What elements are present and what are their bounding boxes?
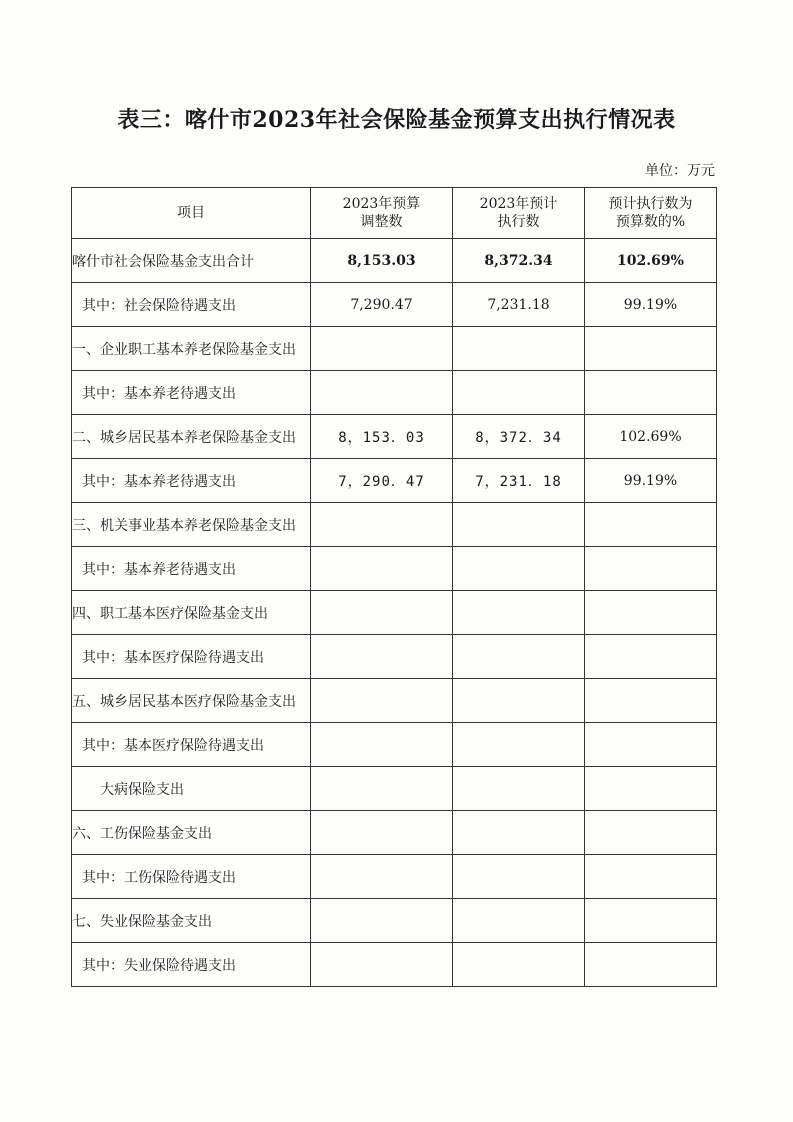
- row-estimate: [453, 635, 585, 679]
- row-budget: 8，153．03: [311, 415, 453, 459]
- row-estimate: 7,231.18: [453, 283, 585, 327]
- table-row: [72, 591, 717, 635]
- header-ratio: 预计执行数为 预算数的%: [585, 188, 717, 239]
- row-budget: [311, 327, 453, 371]
- row-budget: [311, 371, 453, 415]
- row-ratio: [585, 767, 717, 811]
- row-item: 其中：社会保险待遇支出: [72, 283, 311, 327]
- row-budget: 7,290.47: [311, 283, 453, 327]
- table-row: [72, 327, 717, 371]
- row-budget: [311, 591, 453, 635]
- row-ratio: [585, 371, 717, 415]
- row-ratio: [585, 899, 717, 943]
- row-item: 一、企业职工基本养老保险基金支出: [72, 327, 311, 371]
- row-estimate: [453, 503, 585, 547]
- row-budget: [311, 943, 453, 987]
- table-row: [72, 283, 717, 327]
- row-budget: 7，290．47: [311, 459, 453, 503]
- table-row: [72, 547, 717, 591]
- row-item: 四、职工基本医疗保险基金支出: [72, 591, 311, 635]
- row-estimate: [453, 811, 585, 855]
- row-ratio: [585, 811, 717, 855]
- row-estimate: 8，372．34: [453, 415, 585, 459]
- row-estimate: [453, 767, 585, 811]
- table-row-total: [72, 239, 717, 283]
- row-budget: [311, 855, 453, 899]
- row-ratio: 102.69%: [585, 415, 717, 459]
- row-item: 其中：失业保险待遇支出: [72, 943, 311, 987]
- row-budget: [311, 679, 453, 723]
- row-item: 七、失业保险基金支出: [72, 899, 311, 943]
- table-row: [72, 371, 717, 415]
- row-estimate: 7，231．18: [453, 459, 585, 503]
- header-estimate: 2023年预计 执行数: [453, 188, 585, 239]
- row-ratio: 102.69%: [585, 239, 717, 283]
- page-title: 表三：喀什市2023年社会保险基金预算支出执行情况表: [117, 107, 676, 133]
- row-ratio: [585, 503, 717, 547]
- row-ratio: [585, 635, 717, 679]
- row-item: 五、城乡居民基本医疗保险基金支出: [72, 679, 311, 723]
- table-row: [72, 635, 717, 679]
- row-budget: [311, 503, 453, 547]
- row-budget: [311, 811, 453, 855]
- table-row: [72, 767, 717, 811]
- table-row: [72, 415, 717, 459]
- header-item: 项目: [72, 188, 311, 239]
- row-estimate: [453, 723, 585, 767]
- row-ratio: [585, 679, 717, 723]
- row-item: 其中：基本养老待遇支出: [72, 459, 311, 503]
- row-item: 其中：基本养老待遇支出: [72, 547, 311, 591]
- row-item: 其中：基本医疗保险待遇支出: [72, 723, 311, 767]
- row-budget: [311, 723, 453, 767]
- row-ratio: [585, 547, 717, 591]
- unit-label: 单位：万元: [645, 163, 715, 179]
- table-row: [72, 679, 717, 723]
- row-ratio: [585, 591, 717, 635]
- row-estimate: [453, 547, 585, 591]
- row-estimate: [453, 855, 585, 899]
- row-budget: [311, 899, 453, 943]
- row-budget: 8,153.03: [311, 239, 453, 283]
- table-row: [72, 811, 717, 855]
- fund-expenditure-table: [71, 187, 717, 987]
- table-row: [72, 899, 717, 943]
- row-item: 三、机关事业基本养老保险基金支出: [72, 503, 311, 547]
- table-row: [72, 855, 717, 899]
- row-ratio: 99.19%: [585, 283, 717, 327]
- row-budget: [311, 635, 453, 679]
- row-item: 其中：基本医疗保险待遇支出: [72, 635, 311, 679]
- row-ratio: [585, 723, 717, 767]
- table-row: [72, 723, 717, 767]
- row-estimate: [453, 591, 585, 635]
- row-estimate: [453, 899, 585, 943]
- row-budget: [311, 767, 453, 811]
- row-ratio: 99.19%: [585, 459, 717, 503]
- table-row: [72, 943, 717, 987]
- row-item: 六、工伤保险基金支出: [72, 811, 311, 855]
- row-ratio: [585, 855, 717, 899]
- row-item: 大病保险支出: [72, 767, 311, 811]
- row-estimate: [453, 679, 585, 723]
- row-item: 其中：工伤保险待遇支出: [72, 855, 311, 899]
- header-budget: 2023年预算 调整数: [311, 188, 453, 239]
- row-ratio: [585, 943, 717, 987]
- row-ratio: [585, 327, 717, 371]
- row-budget: [311, 547, 453, 591]
- row-item: 喀什市社会保险基金支出合计: [72, 239, 311, 283]
- table-row: [72, 503, 717, 547]
- row-estimate: 8,372.34: [453, 239, 585, 283]
- row-estimate: [453, 371, 585, 415]
- row-estimate: [453, 943, 585, 987]
- table-header-row: [72, 188, 717, 239]
- table-row: [72, 459, 717, 503]
- row-item: 二、城乡居民基本养老保险基金支出: [72, 415, 311, 459]
- row-item: 其中：基本养老待遇支出: [72, 371, 311, 415]
- row-estimate: [453, 327, 585, 371]
